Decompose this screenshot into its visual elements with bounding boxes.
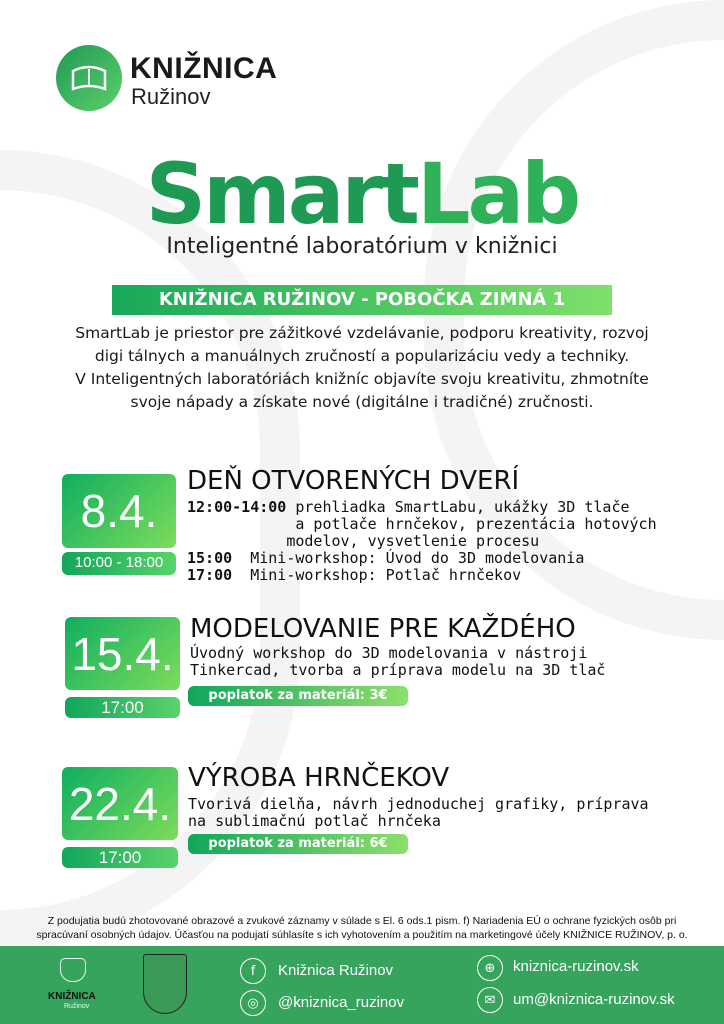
footer-logo-sub: Ružinov (64, 1003, 90, 1010)
event-description (188, 796, 649, 830)
subtitle: Inteligentné laboratórium v knižnici (166, 234, 558, 259)
disclaimer-line: spracúvaní osobných údajov. Účasťou na podujatí súhlasíte s ich vyhotovením a použitím na marketingové účely KNIŽNICE RUŽINOV, p. o. (36, 929, 688, 941)
intro-line: digi tálnych a manuálnych zručností a popularizáciu vedy a techniky. (94, 347, 630, 365)
footer (0, 946, 724, 1024)
event-title: VÝROBA HRNČEKOV (188, 763, 450, 793)
schedule-time: 12:00-14:00 (187, 498, 287, 516)
event-date: 8.4. (62, 474, 176, 548)
intro-text (40, 322, 684, 414)
event-time: 10:00 - 18:00 (62, 552, 176, 575)
description-line: Tinkercad, tvorba a príprava modelu na 3D tlač (190, 661, 606, 679)
fee-badge: poplatok za materiál: 3€ (188, 686, 408, 706)
schedule-text: Mini-workshop: Úvod do 3D modelovania (232, 549, 585, 567)
event-date: 22.4. (62, 767, 178, 840)
email-icon: ✉ (477, 987, 503, 1013)
intro-line: svoje nápady a získate nové (digitálne i tradičné) zručnosti. (130, 393, 594, 411)
description-line: Tvorivá dielňa, návrh jednoduchej grafiky, príprava (188, 795, 649, 813)
brand-subname: Ružinov (131, 84, 211, 109)
description-line: Úvodný workshop do 3D modelovania v nástroji (190, 644, 588, 662)
schedule-text: Mini-workshop: Potlač hrnčekov (232, 566, 522, 584)
event-title: MODELOVANIE PRE KAŽDÉHO (190, 614, 576, 644)
website-link[interactable]: kniznica-ruzinov.sk (513, 958, 639, 975)
location-banner: KNIŽNICA RUŽINOV - POBOČKA ZIMNÁ 1 (112, 285, 612, 315)
intro-line: SmartLab je priestor pre zážitkové vzdelávanie, podporu kreativity, rozvoj (75, 324, 649, 342)
library-logo-icon (56, 45, 122, 111)
event-date: 15.4. (65, 617, 180, 690)
library-logo-icon (60, 958, 86, 982)
title-lab: Lab (416, 145, 579, 243)
facebook-link[interactable]: Knižnica Ružinov (278, 962, 394, 979)
event-schedule (187, 499, 657, 584)
globe-icon: ⊕ (477, 955, 503, 981)
event-time: 17:00 (65, 697, 180, 718)
title-smart: Smart (145, 145, 417, 243)
event-title: DEŇ OTVORENÝCH DVERÍ (187, 466, 520, 496)
description-line: na sublimačnú potlač hrnčeka (188, 812, 441, 830)
schedule-text: a potlače hrnčekov, prezentácia hotových (187, 515, 657, 533)
disclaimer-line: Z podujatia budú zhotovované obrazové a zvukové záznamy v súlade s El. 6 ods.1 pism. f) Nariadenia EÚ o ochrane fyzických osôb pri (47, 915, 677, 927)
city-coat-of-arms-icon (143, 954, 187, 1014)
instagram-link[interactable]: @kniznica_ruzinov (278, 994, 405, 1011)
fee-badge: poplatok za materiál: 6€ (188, 834, 408, 854)
schedule-time: 15:00 (187, 549, 233, 567)
facebook-icon: f (240, 958, 266, 984)
event-time: 17:00 (62, 847, 178, 868)
intro-line: V Inteligentných laboratóriách knižníc objavíte svoju kreativitu, zhmotníte (75, 370, 649, 388)
schedule-text: modelov, vysvetlenie procesu (187, 532, 540, 550)
schedule-time: 17:00 (187, 566, 233, 584)
brand-name: KNIŽNICA (130, 52, 278, 85)
instagram-icon: ◎ (240, 990, 266, 1016)
email-link[interactable]: um@kniznica-ruzinov.sk (513, 991, 675, 1008)
page-title (0, 145, 724, 243)
disclaimer (0, 914, 724, 942)
schedule-text: prehliadka SmartLabu, ukážky 3D tlače (295, 498, 630, 516)
footer-logo-name: KNIŽNICA (48, 991, 96, 1002)
event-description (190, 645, 605, 679)
